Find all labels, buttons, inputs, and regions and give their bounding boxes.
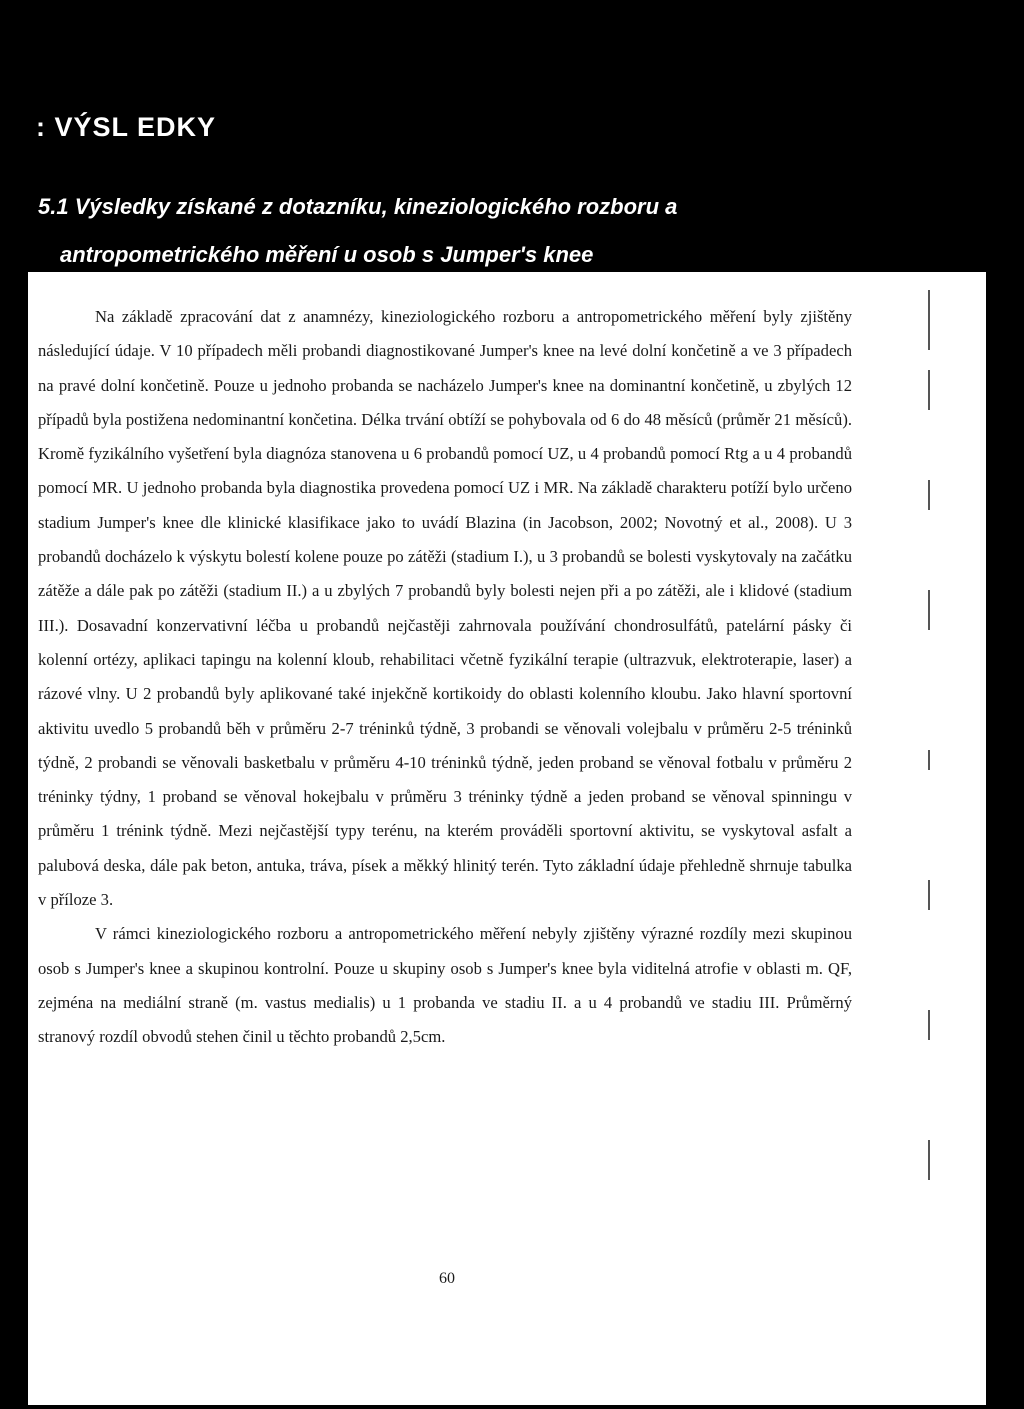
scan-margin-marks — [928, 290, 932, 1210]
chapter-title: : VÝSL EDKY — [36, 112, 217, 142]
section-title-line-2: antropometrického měření u osob s Jumper's knee — [60, 242, 594, 267]
paragraph-1: Na základě zpracování dat z anamnézy, kineziologického rozboru a antropometrického měření byly zjištěny následující údaje. V 10 případech měli probandi diagnostikované Jumper's knee na levé dolní končetině a ve 3 případech na pravé dolní končetině. Pouze u jednoho probanda se nacházelo Jumper's knee na dominantní končetině, u zbylých 12 případů byla postižena nedominantní končetina. Délka trvání obtíží se pohybovala od 6 do 48 měsíců (průměr 21 měsíců). Kromě fyzikálního vyšetření byla diagnóza stanovena u 6 probandů pomocí UZ, u 4 probandů pomocí Rtg a u 4 probandů pomocí MR. U jednoho probanda byla diagnostika provedena pomocí UZ i MR. Na základě charakteru potíží bylo určeno stadium Jumper's knee dle klinické klasifikace jako to uvádí Blazina (in Jacobson, 2002; Novotný et al., 2008). U 3 probandů docházelo k výskytu bolestí kolene pouze po zátěži (stadium I.), u 3 probandů se bolesti vyskytovaly na začátku zátěže a dále pak po zátěži (stadium II.) a u zbylých 7 probandů byly bolesti nejen při a po zátěži, ale i klidové (stadium III.). Dosavadní konzervativní léčba u probandů nejčastěji zahrnovala používání chondrosulfátů, patelární pásky či kolenní ortézy, aplikaci tapingu na kolenní kloub, rehabilitaci včetně fyzikální terapie (ultrazvuk, elektroterapie, laser) a rázové vlny. U 2 probandů byly aplikované také injekčně kortikoidy do oblasti kolenního kloubu. Jako hlavní sportovní aktivitu uvedlo 5 probandů běh v průměru 2-7 tréninků týdně, 3 probandi se věnovali volejbalu v průměru 2-5 tréninků týdně, 2 probandi se věnovali basketbalu v průměru 4-10 tréninků týdně, jeden proband se věnoval fotbalu v průměru 2 tréninky týdny, 1 proband se věnoval hokejbalu v průměru 3 tréninky týdně a jeden proband se věnoval spinningu v průměru 1 trénink týdně. Mezi nejčastější typy terénu, na kterém prováděli sportovní aktivitu, se vyskytoval asfalt a palubová deska, dále pak beton, antuka, tráva, písek a měkký hlinitý terén. Tyto základní údaje přehledně shrnuje tabulka v příloze 3. — [38, 307, 852, 910]
scan-bottom-border — [0, 1405, 1024, 1409]
body-text — [38, 300, 852, 1055]
scan-right-border — [986, 0, 1024, 1409]
page-number: 60 — [439, 1270, 455, 1287]
paragraph-2: V rámci kineziologického rozboru a antropometrického měření nebyly zjištěny výrazné rozdíly mezi skupinou osob s Jumper's knee a skupinou kontrolní. Pouze u skupiny osob s Jumper's knee byla viditelná atrofie v oblasti m. QF, zejména na mediální straně (m. vastus medialis) u 1 probanda ve stadiu II. a u 4 probandů ve stadiu III. Průměrný stranový rozdíl obvodů stehen činil u těchto probandů 2,5cm. — [38, 924, 852, 1047]
scan-dark-header — [0, 0, 1024, 172]
section-title-line-1: 5.1 Výsledky získané z dotazníku, kineziologického rozboru a — [38, 194, 678, 219]
scan-left-border — [0, 0, 28, 1409]
